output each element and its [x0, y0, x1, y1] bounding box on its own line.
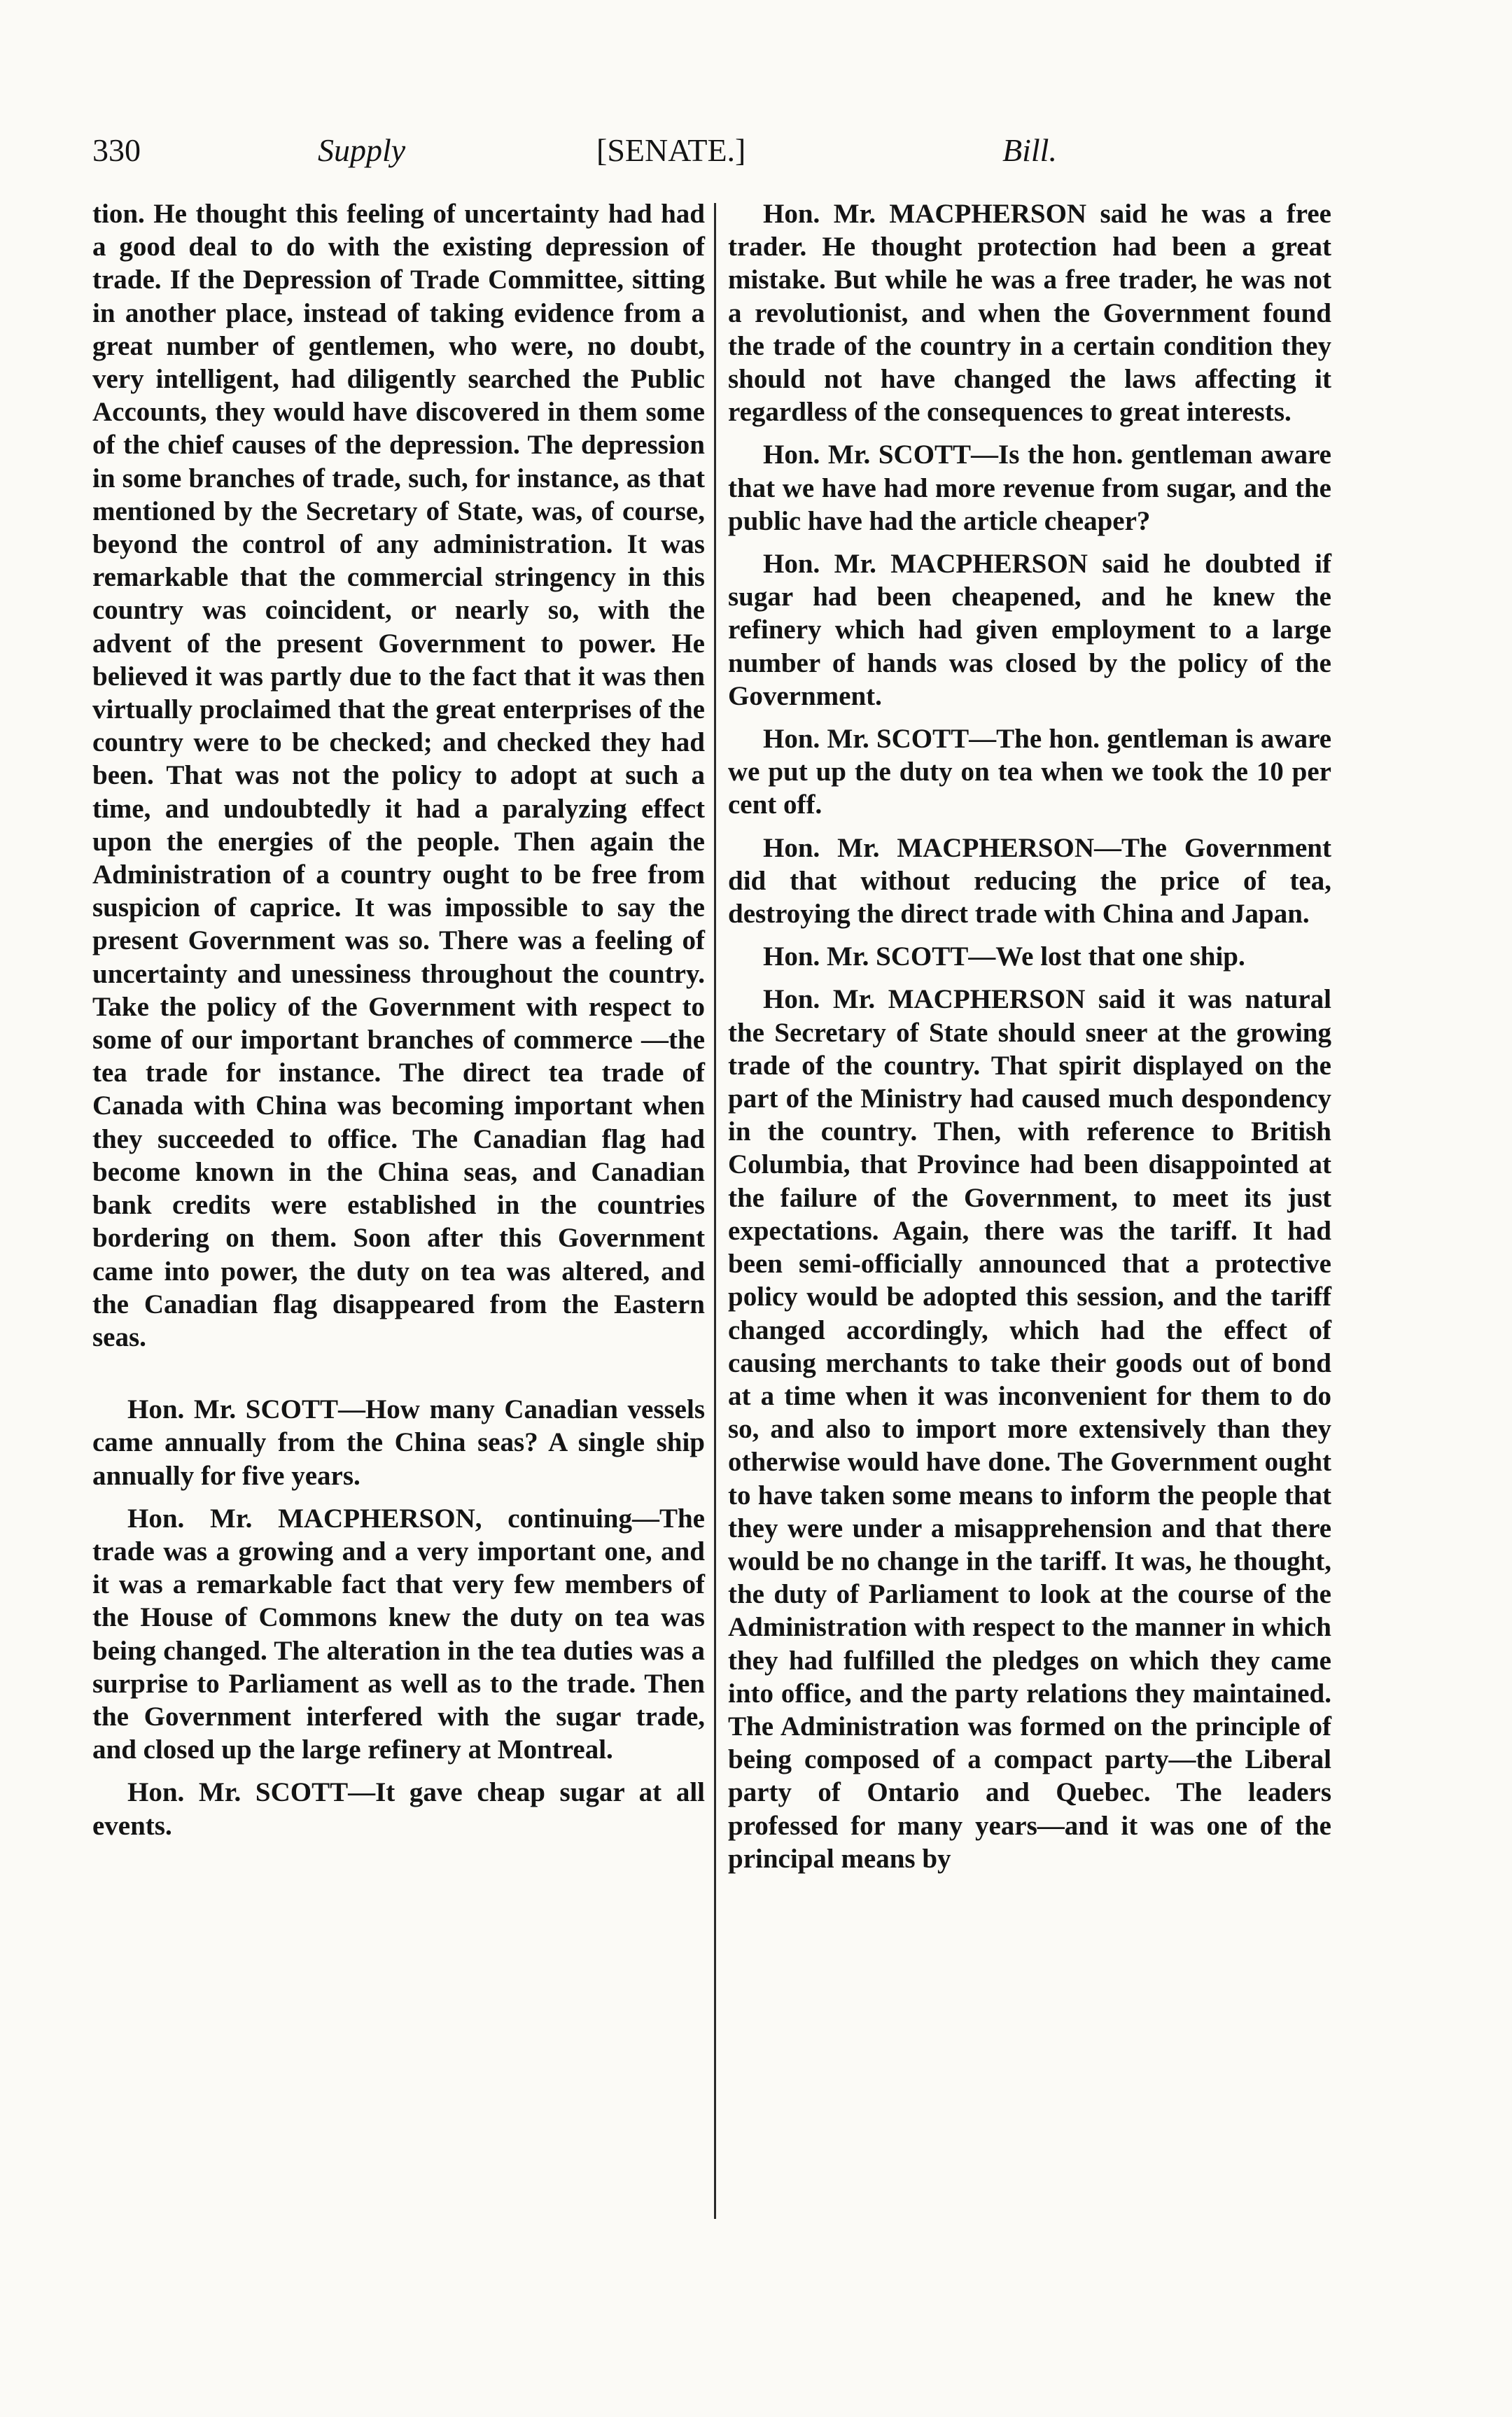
right-column: [728, 197, 1331, 1875]
paragraph: Hon. Mr. SCOTT—How many Canadian vessels came annually from the China seas? A single ship annually for five years.: [92, 1394, 705, 1491]
paragraph: Hon. Mr. SCOTT—Is the hon. gentleman aware that we have had more revenue from sugar, and the public have had the article cheaper?: [728, 440, 1331, 536]
running-header: [92, 132, 1358, 181]
left-column: [92, 197, 705, 1842]
paragraph: Hon. Mr. MACPHERSON said he doubted if sugar had been cheapened, and he knew the refinery which had given employment to a large number of hands was closed by the policy of the Government.: [728, 549, 1331, 711]
paragraph: Hon. Mr. SCOTT—We lost that one ship.: [763, 941, 1245, 972]
page-number: 330: [92, 132, 141, 168]
section-title-left: Supply: [318, 132, 406, 168]
paragraph: Hon. Mr. MACPHERSON—The Government did that without reducing the price of tea, destroying the direct trade with China and Japan.: [728, 832, 1331, 930]
paragraph: Hon. Mr. MACPHERSON said it was natural the Secretary of State should sneer at the growing trade of the country. That spirit displayed on the part of the Ministry had caused much despondency in the country. Then, with reference to British Columbia, that Province had been disappointed at the failure of the Government, to meet its just expectations. Again, there was the tariff. It had been semi-officially announced that a protective policy would be adopted this session, and the tariff changed accordingly, which had the effect of causing merchants to take their goods out of bond at a time when it was inconvenient for them to do so, and also to import more extensively than they otherwise would have done. The Government ought to have taken some means to inform the people that they were under a misapprehension and that there would be no change in the tariff. It was, he thought, the duty of Parliament to look at the course of the Administration with respect to the manner in which they had fulfilled the pledges on which they came into office, and the party relations they maintained. The Administration was formed on the principle of being composed of a compact party—the Liberal party of Ontario and Quebec. The leaders professed for many years—and it was one of the principal means by: [728, 984, 1331, 1874]
paragraph: tion. He thought this feeling of uncertainty had had a good deal to do with the existing depression of trade. If the Depression of Trade Committee, sitting in another place, instead of taking evidence from a great number of gentlemen, who were, no doubt, very intelligent, had diligently searched the Public Accounts, they would have discovered in them some of the chief causes of the depression. The depression in some branches of trade, such, for instance, as that mentioned by the Secretary of State, was, of course, beyond the control of any administration. It was remarkable that the commercial stringency in this country was coincident, or nearly so, with the advent of the present Government to power. He believed it was partly due to the fact that it was then virtually proclaimed that the great enterprises of the country were to be checked; and checked they had been. That was not the policy to adopt at such a time, and undoubtedly it had a paralyzing effect upon the energies of the people. Then again the Administration of a country ought to be free from suspicion of caprice. It was impossible to say the present Government was so. There was a feeling of uncertainty and unessiness throughout the country. Take the policy of the Government with respect to some of our important branches of commerce —the tea trade for instance. The direct tea trade of Canada with China was becoming important when they succeeded to office. The Canadian flag had become known in the China seas, and Canadian bank credits were established in the countries bordering on them. Soon after this Government came into power, the duty on tea was altered, and the Canadian flag disappeared from the Eastern seas.: [92, 199, 705, 1352]
paragraph: Hon. Mr. SCOTT—The hon. gentleman is aware we put up the duty on tea when we took the 10 per cent off.: [728, 724, 1331, 820]
column-divider: [714, 203, 716, 2219]
paragraph: Hon. Mr. SCOTT—It gave cheap sugar at all events.: [92, 1777, 705, 1841]
section-title-right: Bill.: [1002, 132, 1057, 168]
chamber-title: [SENATE.]: [596, 132, 746, 168]
paragraph: Hon. Mr. MACPHERSON said he was a free trader. He thought protection had been a great mistake. But while he was a free trader, he was not a revolutionist, and when the Government found the trade of the country in a certain condition they should not have changed the laws affecting it regardless of the consequences to great interests.: [728, 199, 1331, 428]
paragraph: Hon. Mr. MACPHERSON, continuing—The trade was a growing and a very important one, and it was a remarkable fact that very few members of the House of Commons knew the duty on tea was being changed. The alteration in the tea duties was a surprise to Parliament as well as to the trade. Then the Government interfered with the sugar trade, and closed up the large refinery at Montreal.: [92, 1503, 705, 1765]
